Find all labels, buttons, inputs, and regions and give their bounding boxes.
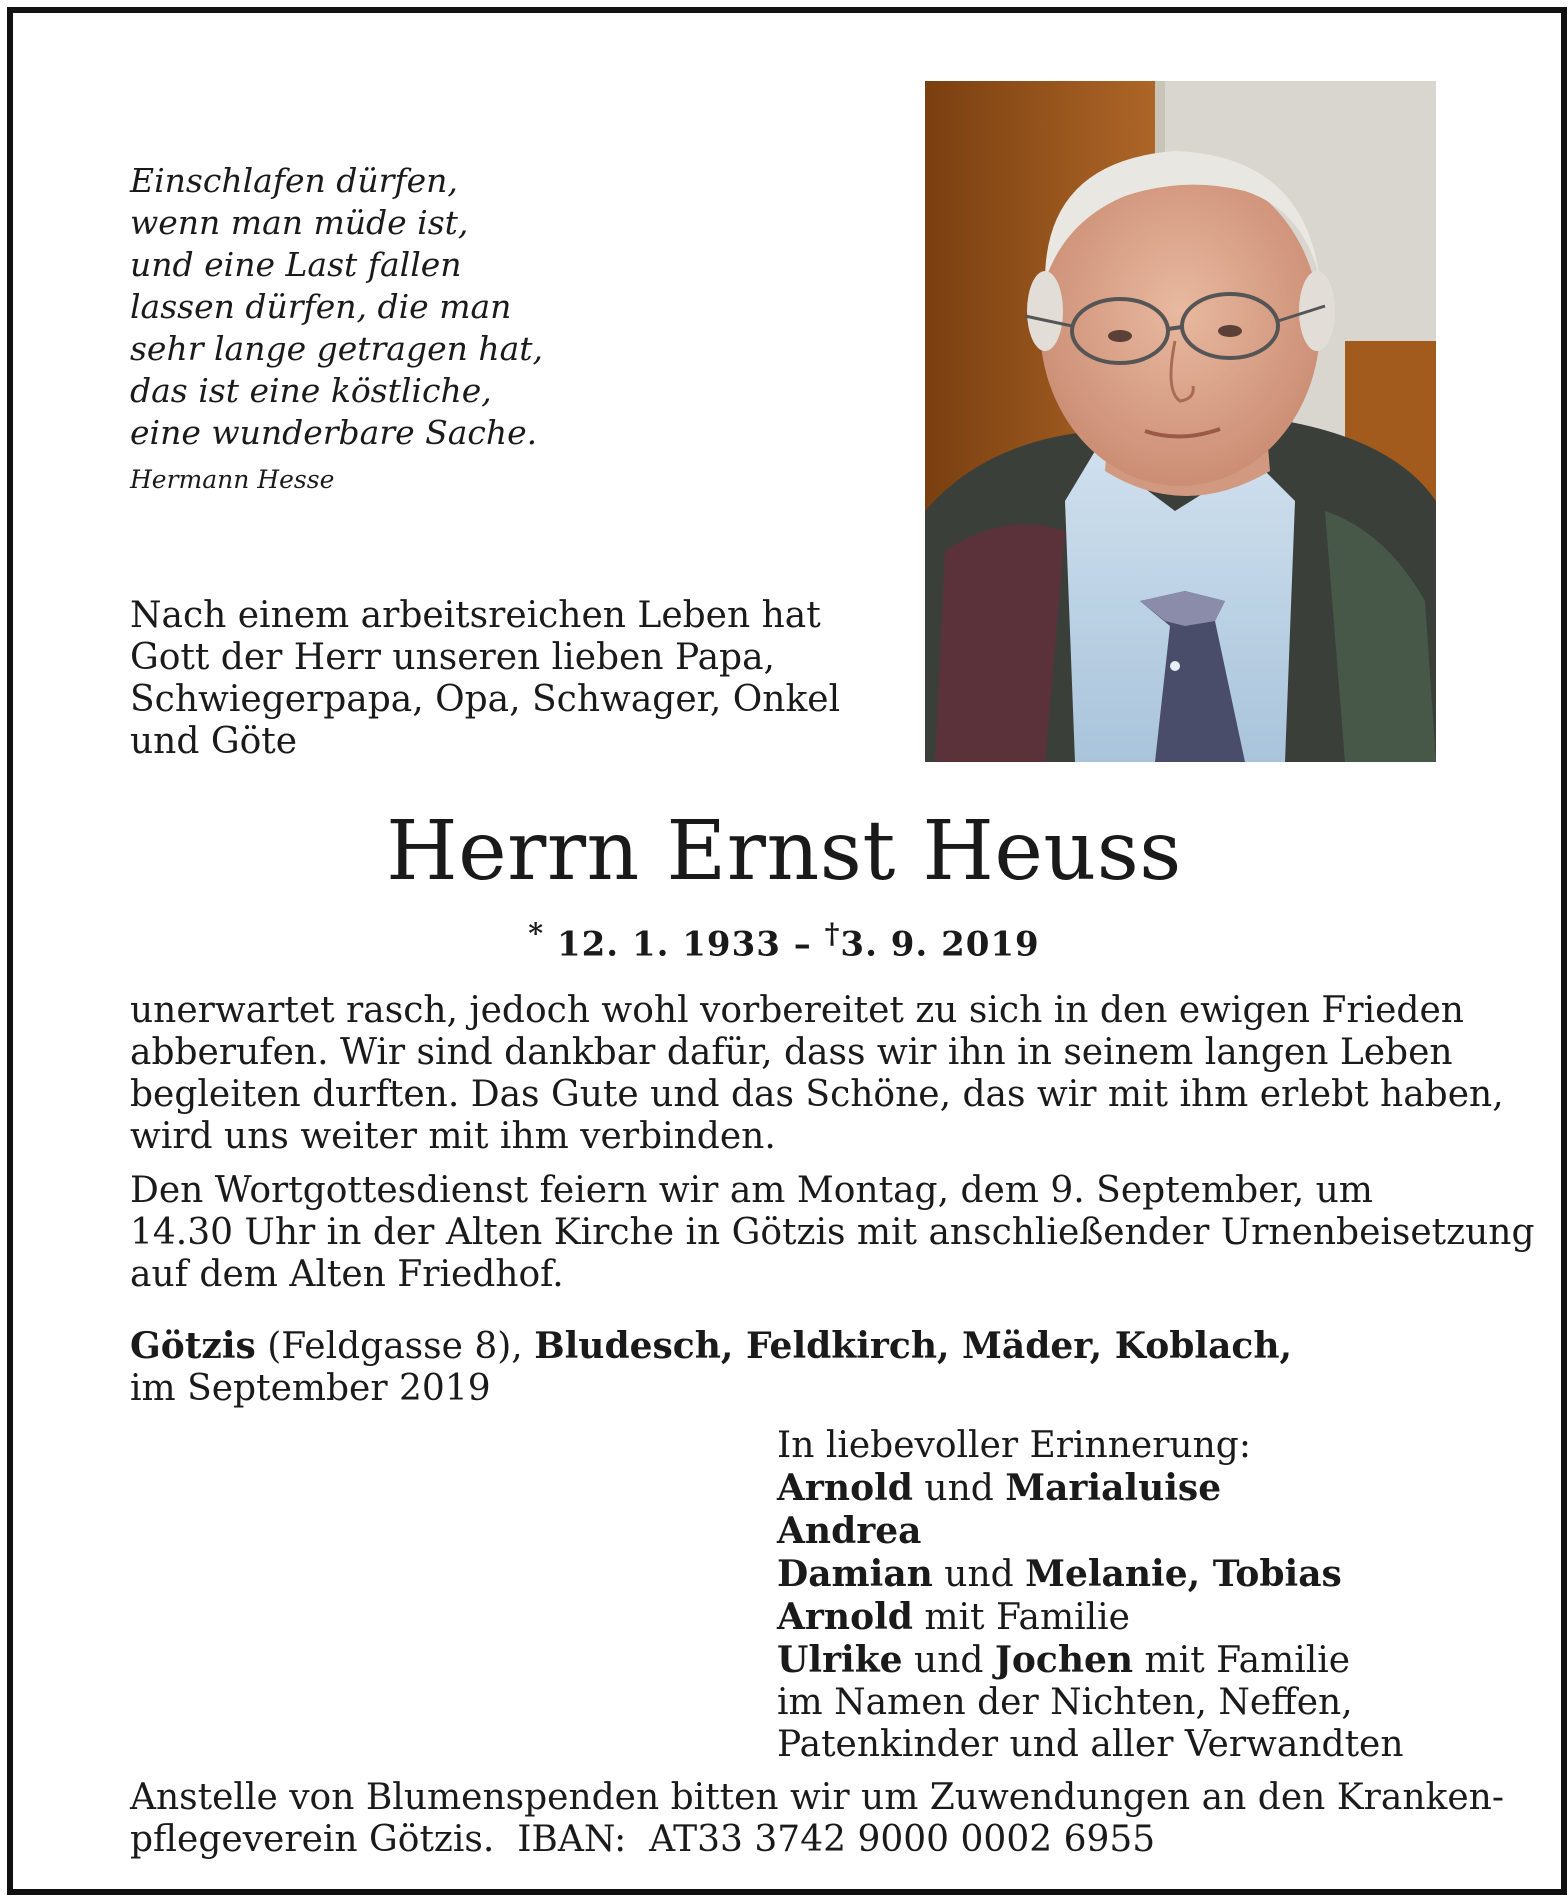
birth-date: 12. 1. 1933 bbox=[556, 924, 781, 965]
family-row bbox=[777, 1510, 1477, 1553]
family-name: Andrea bbox=[777, 1510, 922, 1552]
family-connector: mit Familie bbox=[1133, 1640, 1351, 1681]
family-name: Arnold bbox=[777, 1467, 913, 1509]
text-line: Den Wortgottesdienst feiern wir am Montag, dem 9. September, um bbox=[130, 1170, 1373, 1211]
text-line: begleiten durften. Das Gute und das Schöne, das wir mit ihm erlebt haben, bbox=[130, 1074, 1504, 1115]
intro-line: Nach einem arbeitsreichen Leben hat bbox=[130, 595, 821, 636]
poem-line: das ist eine köstliche, bbox=[130, 371, 492, 410]
poem-line: eine wunderbare Sache. bbox=[130, 413, 538, 452]
donation-line: Anstelle von Blumenspenden bitten wir um Zuwendungen an den Kranken- bbox=[130, 1777, 1504, 1818]
intro-text bbox=[130, 595, 841, 763]
intro-line: Gott der Herr unseren lieben Papa, bbox=[130, 637, 775, 678]
text-line: wird uns weiter mit ihm verbinden. bbox=[130, 1116, 776, 1157]
text-line: 14.30 Uhr in der Alten Kirche in Götzis mit anschließender Urnenbeisetzung bbox=[130, 1212, 1535, 1253]
intro-line: Schwiegerpapa, Opa, Schwager, Onkel bbox=[130, 679, 841, 720]
life-dates bbox=[0, 916, 1568, 964]
family-row: im Namen der Nichten, Neffen, bbox=[777, 1682, 1353, 1723]
text-line: abberufen. Wir sind dankbar dafür, dass wir ihn in seinem langen Leben bbox=[130, 1032, 1453, 1073]
family-row bbox=[777, 1639, 1477, 1682]
death-date: 3. 9. 2019 bbox=[840, 924, 1040, 965]
family-name: Melanie, Tobias bbox=[1025, 1553, 1342, 1595]
family-name: Marialuise bbox=[1005, 1467, 1222, 1509]
family-name: Damian bbox=[777, 1553, 933, 1595]
family-connector: und bbox=[912, 1468, 1006, 1509]
family-row bbox=[777, 1553, 1477, 1596]
family-row bbox=[777, 1467, 1477, 1510]
place-others: Bludesch, Feldkirch, Mäder, Koblach, bbox=[534, 1325, 1293, 1367]
poem-line: lassen dürfen, die man bbox=[130, 287, 512, 326]
text-line: unerwartet rasch, jedoch wohl vorbereitet zu sich in den ewigen Frieden bbox=[130, 990, 1464, 1031]
deceased-name: Herrn Ernst Heuss bbox=[386, 804, 1182, 899]
place-town: Götzis bbox=[130, 1325, 256, 1367]
poem-line: und eine Last fallen bbox=[130, 245, 462, 284]
family-list bbox=[777, 1425, 1477, 1766]
family-connector: mit Familie bbox=[912, 1597, 1130, 1638]
birth-symbol: * bbox=[528, 916, 545, 950]
family-connector: und bbox=[932, 1554, 1026, 1595]
donation-line: pflegeverein Götzis. IBAN: AT33 3742 9000 0002 6955 bbox=[130, 1819, 1156, 1860]
place-and-date bbox=[130, 1325, 1430, 1410]
donation-note bbox=[130, 1777, 1504, 1861]
family-row: Patenkinder und aller Verwandten bbox=[777, 1724, 1404, 1765]
family-name: Arnold bbox=[777, 1596, 913, 1638]
date-separator: – bbox=[793, 924, 812, 965]
family-row bbox=[777, 1596, 1477, 1639]
family-heading: In liebevoller Erinnerung: bbox=[777, 1425, 1251, 1466]
paragraph-farewell bbox=[130, 990, 1504, 1158]
intro-line: und Göte bbox=[130, 721, 298, 762]
text-line: auf dem Alten Friedhof. bbox=[130, 1254, 564, 1295]
place-date: im September 2019 bbox=[130, 1368, 491, 1409]
family-connector: und bbox=[902, 1640, 995, 1681]
poem-author: Hermann Hesse bbox=[130, 465, 335, 494]
portrait-photo bbox=[925, 81, 1436, 762]
family-name: Ulrike bbox=[777, 1639, 903, 1681]
paragraph-service bbox=[130, 1170, 1535, 1296]
death-symbol: † bbox=[824, 916, 841, 950]
poem-line: Einschlafen dürfen, bbox=[130, 161, 458, 200]
poem-line: sehr lange getragen hat, bbox=[130, 329, 544, 368]
place-address: (Feldgasse 8), bbox=[255, 1326, 535, 1367]
poem bbox=[130, 160, 690, 454]
poem-line: wenn man müde ist, bbox=[130, 203, 469, 242]
family-name: Jochen bbox=[994, 1639, 1134, 1681]
